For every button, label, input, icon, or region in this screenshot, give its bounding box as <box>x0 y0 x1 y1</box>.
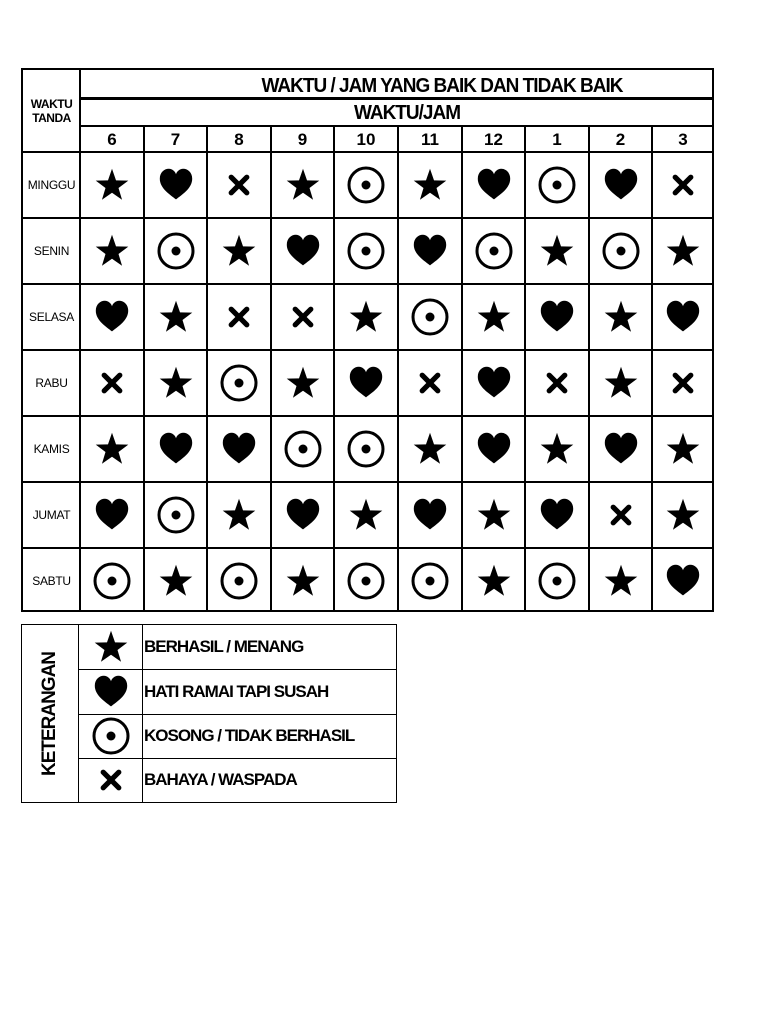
table-cell <box>80 548 144 614</box>
table-cell <box>207 152 271 218</box>
table-cell <box>589 284 652 350</box>
table-cell <box>144 350 207 416</box>
heart-icon <box>603 431 639 467</box>
table-cell <box>525 152 589 218</box>
table-cell <box>207 482 271 548</box>
star-icon <box>476 299 512 335</box>
table-cell <box>207 350 271 416</box>
star-icon <box>603 365 639 401</box>
cross-icon <box>290 304 316 330</box>
table-cell <box>398 218 462 284</box>
table-cell <box>80 482 144 548</box>
table-cell <box>525 218 589 284</box>
table-cell <box>80 284 144 350</box>
star-icon <box>603 299 639 335</box>
star-icon <box>539 233 575 269</box>
table-cell <box>271 218 334 284</box>
legend-symbol <box>79 758 142 802</box>
table-cell <box>652 152 714 218</box>
heart-icon <box>412 233 448 269</box>
table-cell <box>652 548 714 614</box>
table-cell <box>271 350 334 416</box>
table-cell <box>589 350 652 416</box>
table-cell <box>271 284 334 350</box>
table-cell <box>462 218 525 284</box>
legend-symbol <box>79 669 142 714</box>
heart-icon <box>285 497 321 533</box>
star-icon <box>158 563 194 599</box>
day-label: SABTU <box>32 574 71 588</box>
hour-header: 6 <box>107 130 117 149</box>
legend-label: BAHAYA / WASPADA <box>144 770 297 789</box>
table-cell <box>144 284 207 350</box>
table-cell <box>462 284 525 350</box>
heart-icon <box>221 431 257 467</box>
legend-symbol <box>79 625 142 669</box>
legend-heading: KETERANGAN <box>39 651 61 776</box>
cross-icon <box>670 172 696 198</box>
legend-label: HATI RAMAI TAPI SUSAH <box>144 682 329 701</box>
circle-dot-icon <box>474 231 514 271</box>
circle-dot-icon <box>537 561 577 601</box>
page-title: WAKTU / JAM YANG BAIK DAN TIDAK BAIK <box>261 75 623 98</box>
table-cell <box>207 548 271 614</box>
day-label: JUMAT <box>32 508 71 522</box>
circle-dot-icon <box>156 495 196 535</box>
heart-icon <box>412 497 448 533</box>
cross-icon <box>417 370 443 396</box>
star-icon <box>412 167 448 203</box>
header-divider <box>80 97 714 100</box>
table-cell <box>144 152 207 218</box>
circle-dot-icon <box>601 231 641 271</box>
heart-icon <box>476 167 512 203</box>
table-cell <box>334 152 398 218</box>
corner-label-line-1: WAKTU <box>30 97 73 111</box>
table-cell <box>144 416 207 482</box>
table-cell <box>334 482 398 548</box>
table-cell <box>589 482 652 548</box>
circle-dot-icon <box>410 297 450 337</box>
table-cell <box>80 218 144 284</box>
table-cell <box>652 218 714 284</box>
table-cell <box>334 416 398 482</box>
corner-label <box>23 70 80 152</box>
hour-header: 11 <box>421 130 439 149</box>
table-cell <box>462 416 525 482</box>
day-label: SELASA <box>29 310 74 324</box>
heart-icon <box>539 299 575 335</box>
heart-icon <box>348 365 384 401</box>
star-icon <box>158 299 194 335</box>
cross-icon <box>99 370 125 396</box>
table-cell <box>334 548 398 614</box>
heart-icon <box>476 431 512 467</box>
table-cell <box>462 350 525 416</box>
cross-icon <box>98 767 124 793</box>
star-icon <box>603 563 639 599</box>
circle-dot-icon <box>156 231 196 271</box>
table-cell <box>589 152 652 218</box>
table-cell <box>207 416 271 482</box>
star-icon <box>93 629 129 665</box>
heart-icon <box>93 674 129 710</box>
hour-header: 10 <box>356 130 376 149</box>
star-icon <box>285 365 321 401</box>
table-cell <box>271 416 334 482</box>
circle-dot-icon <box>346 231 386 271</box>
star-icon <box>412 431 448 467</box>
table-cell <box>652 350 714 416</box>
table-cell <box>462 152 525 218</box>
table-cell <box>144 218 207 284</box>
star-icon <box>476 497 512 533</box>
cross-icon <box>226 172 252 198</box>
table-cell <box>398 416 462 482</box>
table-cell <box>525 350 589 416</box>
table-cell <box>207 218 271 284</box>
table-cell <box>271 482 334 548</box>
time-table <box>21 68 714 612</box>
legend-table <box>21 624 397 803</box>
heart-icon <box>665 299 701 335</box>
circle-dot-icon <box>537 165 577 205</box>
legend-heading-cell <box>22 625 79 802</box>
hour-header: 12 <box>484 130 503 149</box>
hour-header: 1 <box>552 130 562 149</box>
heart-icon <box>476 365 512 401</box>
table-cell <box>462 548 525 614</box>
legend-label: KOSONG / TIDAK BERHASIL <box>144 726 355 745</box>
table-cell <box>334 350 398 416</box>
table-cell <box>80 350 144 416</box>
star-icon <box>285 563 321 599</box>
circle-dot-icon <box>346 561 386 601</box>
table-cell <box>334 218 398 284</box>
table-subtitle: WAKTU/JAM <box>353 102 461 125</box>
heart-icon <box>603 167 639 203</box>
heart-icon <box>285 233 321 269</box>
table-cell <box>80 416 144 482</box>
hour-header: 9 <box>297 130 308 149</box>
star-icon <box>665 431 701 467</box>
hour-header: 2 <box>615 130 626 149</box>
cross-icon <box>608 502 634 528</box>
table-cell <box>398 350 462 416</box>
heart-icon <box>539 497 575 533</box>
cross-icon <box>226 304 252 330</box>
star-icon <box>476 563 512 599</box>
star-icon <box>539 431 575 467</box>
circle-dot-icon <box>219 561 259 601</box>
star-icon <box>94 167 130 203</box>
table-cell <box>207 284 271 350</box>
day-label: SENIN <box>33 244 70 258</box>
star-icon <box>285 167 321 203</box>
table-cell <box>652 416 714 482</box>
legend-symbol <box>79 714 142 758</box>
table-cell <box>398 284 462 350</box>
table-cell <box>334 284 398 350</box>
table-cell <box>652 482 714 548</box>
circle-dot-icon <box>219 363 259 403</box>
table-cell <box>589 548 652 614</box>
star-icon <box>221 233 257 269</box>
table-cell <box>525 548 589 614</box>
day-label: RABU <box>35 376 68 390</box>
circle-dot-icon <box>91 716 131 756</box>
circle-dot-icon <box>346 429 386 469</box>
heart-icon <box>158 167 194 203</box>
table-cell <box>144 482 207 548</box>
table-cell <box>398 152 462 218</box>
hour-header: 8 <box>234 130 244 149</box>
circle-dot-icon <box>410 561 450 601</box>
corner-label-line-2: TANDA <box>32 111 71 125</box>
hour-header: 3 <box>678 130 688 149</box>
heart-icon <box>94 497 130 533</box>
day-label: MINGGU <box>27 178 76 192</box>
table-cell <box>589 416 652 482</box>
cross-icon <box>544 370 570 396</box>
star-icon <box>221 497 257 533</box>
star-icon <box>665 233 701 269</box>
star-icon <box>158 365 194 401</box>
star-icon <box>348 299 384 335</box>
table-cell <box>589 218 652 284</box>
heart-icon <box>665 563 701 599</box>
table-cell <box>271 152 334 218</box>
table-cell <box>144 548 207 614</box>
star-icon <box>348 497 384 533</box>
day-label: KAMIS <box>33 442 70 456</box>
heart-icon <box>158 431 194 467</box>
legend-label: BERHASIL / MENANG <box>144 637 304 656</box>
heart-icon <box>94 299 130 335</box>
circle-dot-icon <box>92 561 132 601</box>
table-cell <box>271 548 334 614</box>
star-icon <box>665 497 701 533</box>
star-icon <box>94 431 130 467</box>
circle-dot-icon <box>283 429 323 469</box>
table-cell <box>80 152 144 218</box>
hour-header: 7 <box>170 130 181 149</box>
table-cell <box>398 548 462 614</box>
table-cell <box>525 284 589 350</box>
cross-icon <box>670 370 696 396</box>
table-cell <box>652 284 714 350</box>
table-cell <box>525 482 589 548</box>
star-icon <box>94 233 130 269</box>
table-cell <box>462 482 525 548</box>
table-cell <box>525 416 589 482</box>
circle-dot-icon <box>346 165 386 205</box>
table-cell <box>398 482 462 548</box>
